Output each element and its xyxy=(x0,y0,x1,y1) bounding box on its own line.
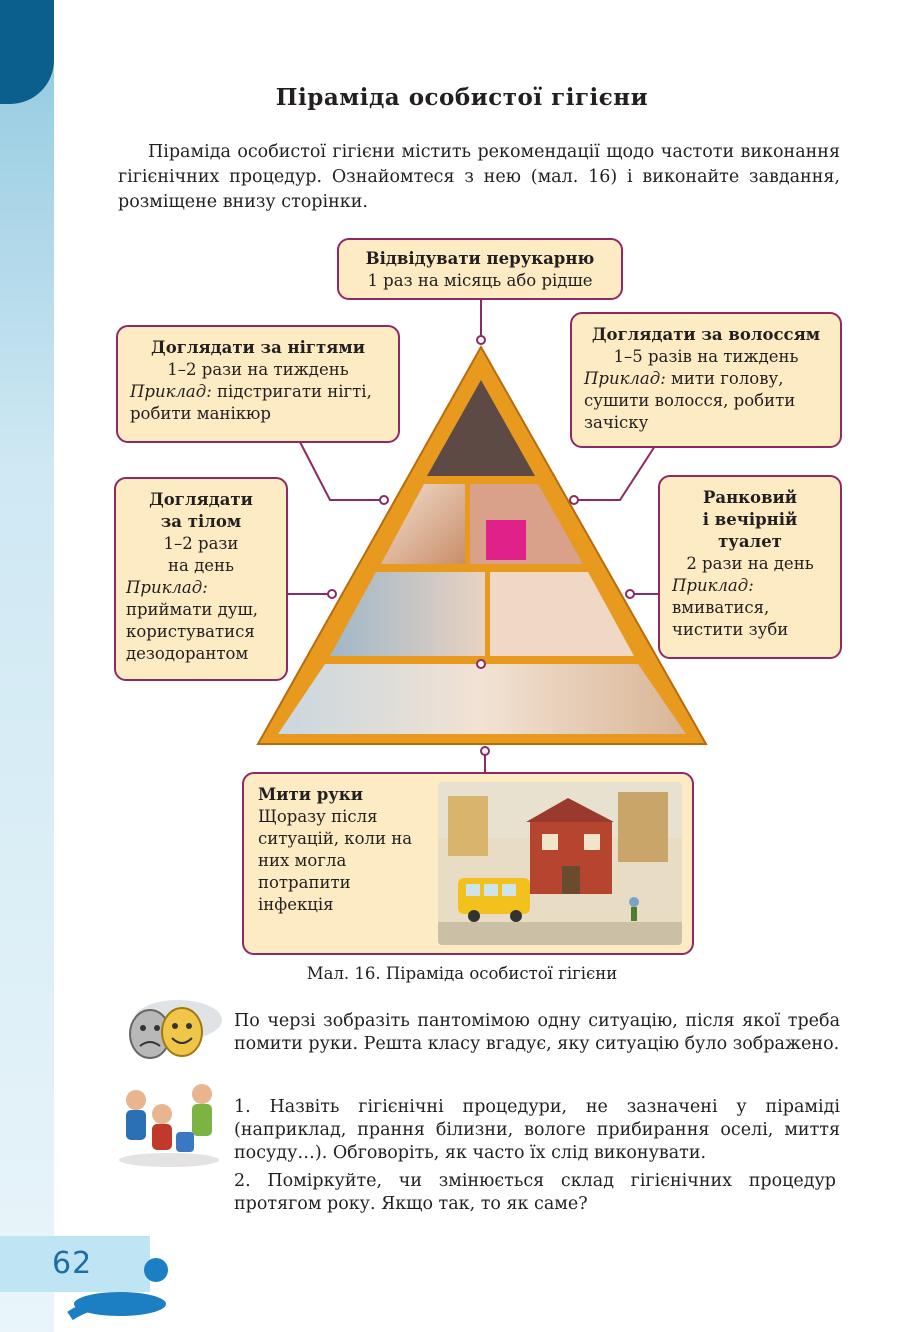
nails-heading: Доглядати за нігтями xyxy=(151,338,365,357)
page-number: 62 xyxy=(52,1246,93,1281)
hair-example-label: Приклад: xyxy=(584,369,666,388)
intro-paragraph: Піраміда особистої гігієни містить рекомендації щодо частоти виконання гігієнічних процедур. Ознайомтеся з нею (мал. 16) і виконайте завдання, розміщене внизу сторінки. xyxy=(118,142,840,212)
theatre-masks-icon xyxy=(112,998,222,1064)
toilet-frequency: 2 рази на день xyxy=(686,554,814,573)
nails-frequency: 1–2 рази на тиждень xyxy=(167,360,349,379)
hands-heading: Мити руки xyxy=(258,785,363,804)
group-discussion-icon xyxy=(114,1078,224,1168)
page-title: Піраміда особистої гігієни xyxy=(275,84,649,111)
nails-example xyxy=(130,381,386,425)
bg-building xyxy=(448,796,488,856)
body-heading-2: за тілом xyxy=(160,512,242,531)
page-number-decoration xyxy=(0,1236,200,1332)
toilet-heading-2: і вечірній xyxy=(702,510,798,529)
toilet-heading-1: Ранковий xyxy=(702,488,798,507)
figure-caption: Мал. 16. Піраміда особистої гігієни xyxy=(306,964,618,983)
toilet-example xyxy=(672,575,828,641)
nails-example-text: підстригати нігті, робити манікюр xyxy=(130,382,372,423)
body-heading-1: Доглядати xyxy=(149,490,253,509)
box-hair xyxy=(570,312,842,448)
photo-hair-shirt xyxy=(486,520,526,560)
body-example-label: Приклад: xyxy=(126,578,208,597)
photo-handwashing xyxy=(278,664,686,734)
box-body xyxy=(114,477,288,681)
hair-heading: Доглядати за волоссям xyxy=(591,325,821,344)
barber-heading: Відвідувати перукарню xyxy=(365,249,595,268)
hair-frequency: 1–5 разів на тиждень xyxy=(613,347,799,366)
box-toilet xyxy=(658,475,842,659)
body-example-text: приймати душ, користуватися дезодорантом xyxy=(126,600,259,663)
toilet-heading-3: туалет xyxy=(718,532,782,551)
box-nails xyxy=(116,325,400,443)
toilet-example-text: вмиватися, чистити зуби xyxy=(672,598,789,639)
town-illustration xyxy=(438,782,682,945)
body-frequency-1: 1–2 рази xyxy=(163,534,239,553)
body-frequency-2: на день xyxy=(168,556,234,575)
task-question-1: 1. Назвіть гігієнічні процедури, не зазначені у піраміді (наприклад, прання білизни, вологе прибирання оселі, миття посуду…). Обговоріть, як часто їх слід виконувати. xyxy=(234,1097,840,1163)
hair-example-text: мити голову, сушити волосся, робити зачіску xyxy=(584,369,796,432)
barber-frequency: 1 раз на місяць або рідше xyxy=(367,271,593,290)
box-barber xyxy=(337,238,623,300)
hands-text: Щоразу після ситуацій, коли на них могла потрапити інфекція xyxy=(258,807,413,914)
task-question-2: 2. Поміркуйте, чи змінюється склад гігієнічних процедур протягом року. Якщо так, то як саме? xyxy=(234,1171,836,1214)
toilet-example-label: Приклад: xyxy=(672,576,754,595)
hair-example xyxy=(584,368,828,434)
body-example xyxy=(126,577,276,665)
nails-example-label: Приклад: xyxy=(130,382,212,401)
task-pantomime: По черзі зобразіть пантомімою одну ситуацію, після якої треба помити руки. Решта класу вгадує, яку ситуацію було зображено. xyxy=(234,1011,840,1054)
box-hands xyxy=(242,772,694,955)
